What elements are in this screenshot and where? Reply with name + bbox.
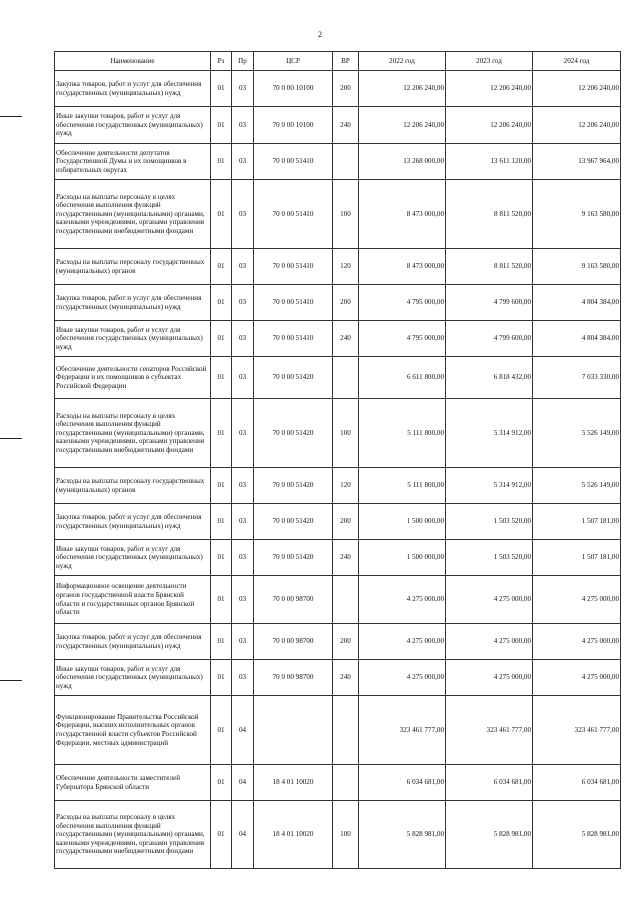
row-pr: 03 (232, 249, 254, 285)
row-2022: 4 795 000,00 (359, 285, 446, 321)
row-csr: 70 0 00 51420 (254, 504, 333, 540)
row-2022: 5 828 981,00 (359, 801, 446, 869)
row-name: Закупка товаров, работ и услуг для обеспечения государственных (муниципальных) нужд (55, 624, 211, 660)
row-2022: 4 275 000,00 (359, 576, 446, 624)
row-2022: 13 268 000,00 (359, 144, 446, 180)
row-csr: 70 0 00 51420 (254, 399, 333, 468)
row-2024: 9 163 580,00 (533, 249, 621, 285)
header-vr: ВР (333, 52, 359, 71)
table-row (55, 468, 621, 504)
header-csr: ЦСР (254, 52, 333, 71)
row-name: Расходы на выплаты персоналу в целях обеспечения выполнения функций государственными (муниципальными) органами, казенными учреждениями, органами управления государственными внебюджетными фондами (55, 399, 211, 468)
row-2022: 8 473 000,00 (359, 180, 446, 249)
row-pr: 03 (232, 399, 254, 468)
row-2023: 6 818 432,00 (446, 357, 533, 399)
row-vr: 120 (333, 468, 359, 504)
row-2022: 5 111 800,00 (359, 399, 446, 468)
row-2023: 8 811 520,00 (446, 249, 533, 285)
row-2023: 323 461 777,00 (446, 696, 533, 765)
table-row (55, 765, 621, 801)
row-2022: 12 206 240,00 (359, 71, 446, 107)
row-pr: 03 (232, 357, 254, 399)
row-2024: 12 206 240,00 (533, 71, 621, 107)
row-2022: 323 461 777,00 (359, 696, 446, 765)
row-rz: 01 (211, 504, 232, 540)
row-2023: 4 799 600,00 (446, 321, 533, 357)
row-csr: 70 0 00 98700 (254, 624, 333, 660)
row-csr: 70 0 00 51410 (254, 144, 333, 180)
row-name: Расходы на выплаты персоналу государственных (муниципальных) органов (55, 468, 211, 504)
row-pr: 03 (232, 107, 254, 144)
row-name: Иные закупки товаров, работ и услуг для обеспечения государственных (муниципальных) нужд (55, 321, 211, 357)
row-pr: 03 (232, 540, 254, 576)
header-2022: 2022 год (359, 52, 446, 71)
table-row (55, 71, 621, 107)
table-row (55, 249, 621, 285)
table-row (55, 576, 621, 624)
row-2022: 4 275 000,00 (359, 624, 446, 660)
row-rz: 01 (211, 765, 232, 801)
row-2024: 13 967 964,00 (533, 144, 621, 180)
row-pr: 03 (232, 180, 254, 249)
row-pr: 03 (232, 660, 254, 696)
row-name: Закупка товаров, работ и услуг для обеспечения государственных (муниципальных) нужд (55, 285, 211, 321)
row-2024: 4 804 384,00 (533, 285, 621, 321)
row-csr: 70 0 00 51420 (254, 540, 333, 576)
table-row (55, 107, 621, 144)
margin-mark (0, 116, 22, 117)
row-rz: 01 (211, 660, 232, 696)
row-csr: 70 0 00 51410 (254, 249, 333, 285)
row-vr: 240 (333, 660, 359, 696)
row-2023: 13 611 120,00 (446, 144, 533, 180)
row-name: Закупка товаров, работ и услуг для обеспечения государственных (муниципальных) нужд (55, 71, 211, 107)
row-pr: 04 (232, 801, 254, 869)
row-rz: 01 (211, 399, 232, 468)
row-pr: 03 (232, 285, 254, 321)
row-rz: 01 (211, 357, 232, 399)
row-2024: 4 275 000,00 (533, 660, 621, 696)
row-csr: 18 4 01 10020 (254, 801, 333, 869)
row-2022: 5 111 800,00 (359, 468, 446, 504)
row-vr: 120 (333, 249, 359, 285)
header-2024: 2024 год (533, 52, 621, 71)
row-2024: 5 526 149,00 (533, 468, 621, 504)
table-row (55, 321, 621, 357)
row-2023: 8 811 520,00 (446, 180, 533, 249)
row-2022: 6 611 800,00 (359, 357, 446, 399)
row-vr (333, 696, 359, 765)
row-rz: 01 (211, 321, 232, 357)
row-name: Расходы на выплаты персоналу в целях обеспечения выполнения функций государственными (муниципальными) органами, казенными учреждениями, органами управления государственными внебюджетными фондами (55, 801, 211, 869)
row-2024: 6 034 681,00 (533, 765, 621, 801)
row-vr (333, 576, 359, 624)
row-2023: 4 275 000,00 (446, 660, 533, 696)
row-csr: 70 0 00 98700 (254, 660, 333, 696)
row-2023: 5 314 912,00 (446, 468, 533, 504)
row-vr: 200 (333, 71, 359, 107)
row-rz: 01 (211, 249, 232, 285)
row-name: Закупка товаров, работ и услуг для обеспечения государственных (муниципальных) нужд (55, 504, 211, 540)
row-2022: 1 500 000,00 (359, 504, 446, 540)
row-name: Функционирование Правительства Российской Федерации, высших исполнительных органов государственной власти субъектов Российской Федерации, местных администраций (55, 696, 211, 765)
table-row (55, 180, 621, 249)
table-row (55, 144, 621, 180)
row-csr: 18 4 01 10020 (254, 765, 333, 801)
table-row (55, 696, 621, 765)
row-name: Обеспечение деятельности заместителей Губернатора Брянской области (55, 765, 211, 801)
row-csr: 70 0 00 10100 (254, 107, 333, 144)
row-csr: 70 0 00 51420 (254, 468, 333, 504)
row-2024: 4 275 000,00 (533, 576, 621, 624)
row-2024: 7 033 330,00 (533, 357, 621, 399)
row-name: Иные закупки товаров, работ и услуг для обеспечения государственных (муниципальных) нужд (55, 107, 211, 144)
row-2022: 4 795 000,00 (359, 321, 446, 357)
row-rz: 01 (211, 285, 232, 321)
row-rz: 01 (211, 540, 232, 576)
budget-table (54, 51, 621, 869)
row-vr: 200 (333, 624, 359, 660)
header-name: Наименование (55, 52, 211, 71)
row-pr: 03 (232, 576, 254, 624)
row-csr: 70 0 00 51410 (254, 321, 333, 357)
row-2022: 6 034 681,00 (359, 765, 446, 801)
row-rz: 01 (211, 468, 232, 504)
row-2024: 1 507 181,00 (533, 540, 621, 576)
margin-mark (0, 438, 22, 439)
table-row (55, 660, 621, 696)
row-2023: 12 206 240,00 (446, 107, 533, 144)
header-rz: Рз (211, 52, 232, 71)
row-vr: 240 (333, 107, 359, 144)
row-pr: 04 (232, 765, 254, 801)
row-2022: 8 473 000,00 (359, 249, 446, 285)
row-vr: 100 (333, 801, 359, 869)
row-csr: 70 0 00 51410 (254, 180, 333, 249)
row-2023: 5 314 912,00 (446, 399, 533, 468)
row-2024: 4 275 000,00 (533, 624, 621, 660)
row-2024: 323 461 777,00 (533, 696, 621, 765)
row-2023: 6 034 681,00 (446, 765, 533, 801)
row-pr: 03 (232, 144, 254, 180)
row-name: Обеспечение деятельности сенаторов Российской Федерации и их помощников в субъектах Российской Федерации (55, 357, 211, 399)
row-csr: 70 0 00 51410 (254, 285, 333, 321)
row-rz: 01 (211, 180, 232, 249)
row-vr: 200 (333, 285, 359, 321)
row-name: Иные закупки товаров, работ и услуг для обеспечения государственных (муниципальных) нужд (55, 660, 211, 696)
row-rz: 01 (211, 576, 232, 624)
row-pr: 03 (232, 71, 254, 107)
table-row (55, 285, 621, 321)
row-name: Расходы на выплаты персоналу в целях обеспечения выполнения функций государственными (муниципальными) органами, казенными учреждениями, органами управления государственными внебюджетными фондами (55, 180, 211, 249)
row-2024: 1 507 181,00 (533, 504, 621, 540)
row-2024: 4 804 384,00 (533, 321, 621, 357)
table-header (55, 52, 621, 71)
table-row (55, 624, 621, 660)
row-2023: 4 275 000,00 (446, 624, 533, 660)
row-vr: 100 (333, 399, 359, 468)
row-vr: 240 (333, 540, 359, 576)
row-2024: 5 526 149,00 (533, 399, 621, 468)
row-2022: 12 206 240,00 (359, 107, 446, 144)
row-2023: 4 799 600,00 (446, 285, 533, 321)
row-pr: 03 (232, 321, 254, 357)
row-2022: 1 500 000,00 (359, 540, 446, 576)
row-vr: 240 (333, 321, 359, 357)
row-name: Информационное освещение деятельности органов государственной власти Брянской области и государственных органов Брянской области (55, 576, 211, 624)
row-name: Обеспечение деятельности депутатов Государственной Думы и их помощников в избирательных округах (55, 144, 211, 180)
row-csr: 70 0 00 98700 (254, 576, 333, 624)
row-2022: 4 275 000,00 (359, 660, 446, 696)
row-rz: 01 (211, 696, 232, 765)
table-row (55, 357, 621, 399)
row-vr (333, 144, 359, 180)
row-pr: 04 (232, 696, 254, 765)
row-2023: 4 275 000,00 (446, 576, 533, 624)
margin-mark (0, 680, 22, 681)
table-row (55, 504, 621, 540)
row-pr: 03 (232, 468, 254, 504)
row-vr: 200 (333, 504, 359, 540)
row-csr: 70 0 00 51420 (254, 357, 333, 399)
row-rz: 01 (211, 624, 232, 660)
row-2023: 1 503 520,00 (446, 540, 533, 576)
row-csr: 70 0 00 10100 (254, 71, 333, 107)
row-name: Иные закупки товаров, работ и услуг для обеспечения государственных (муниципальных) нужд (55, 540, 211, 576)
row-2024: 9 163 580,00 (533, 180, 621, 249)
table-row (55, 540, 621, 576)
row-pr: 03 (232, 504, 254, 540)
row-2024: 12 206 240,00 (533, 107, 621, 144)
row-csr (254, 696, 333, 765)
row-vr: 100 (333, 180, 359, 249)
row-2023: 5 828 981,00 (446, 801, 533, 869)
header-pr: Пр (232, 52, 254, 71)
row-rz: 01 (211, 71, 232, 107)
row-rz: 01 (211, 144, 232, 180)
table-row (55, 399, 621, 468)
row-2023: 1 503 520,00 (446, 504, 533, 540)
header-2023: 2023 год (446, 52, 533, 71)
row-name: Расходы на выплаты персоналу государственных (муниципальных) органов (55, 249, 211, 285)
row-2023: 12 206 240,00 (446, 71, 533, 107)
row-2024: 5 828 981,00 (533, 801, 621, 869)
row-rz: 01 (211, 107, 232, 144)
table-row (55, 801, 621, 869)
page-number: 2 (318, 30, 322, 39)
row-rz: 01 (211, 801, 232, 869)
row-vr (333, 357, 359, 399)
row-vr (333, 765, 359, 801)
row-pr: 03 (232, 624, 254, 660)
